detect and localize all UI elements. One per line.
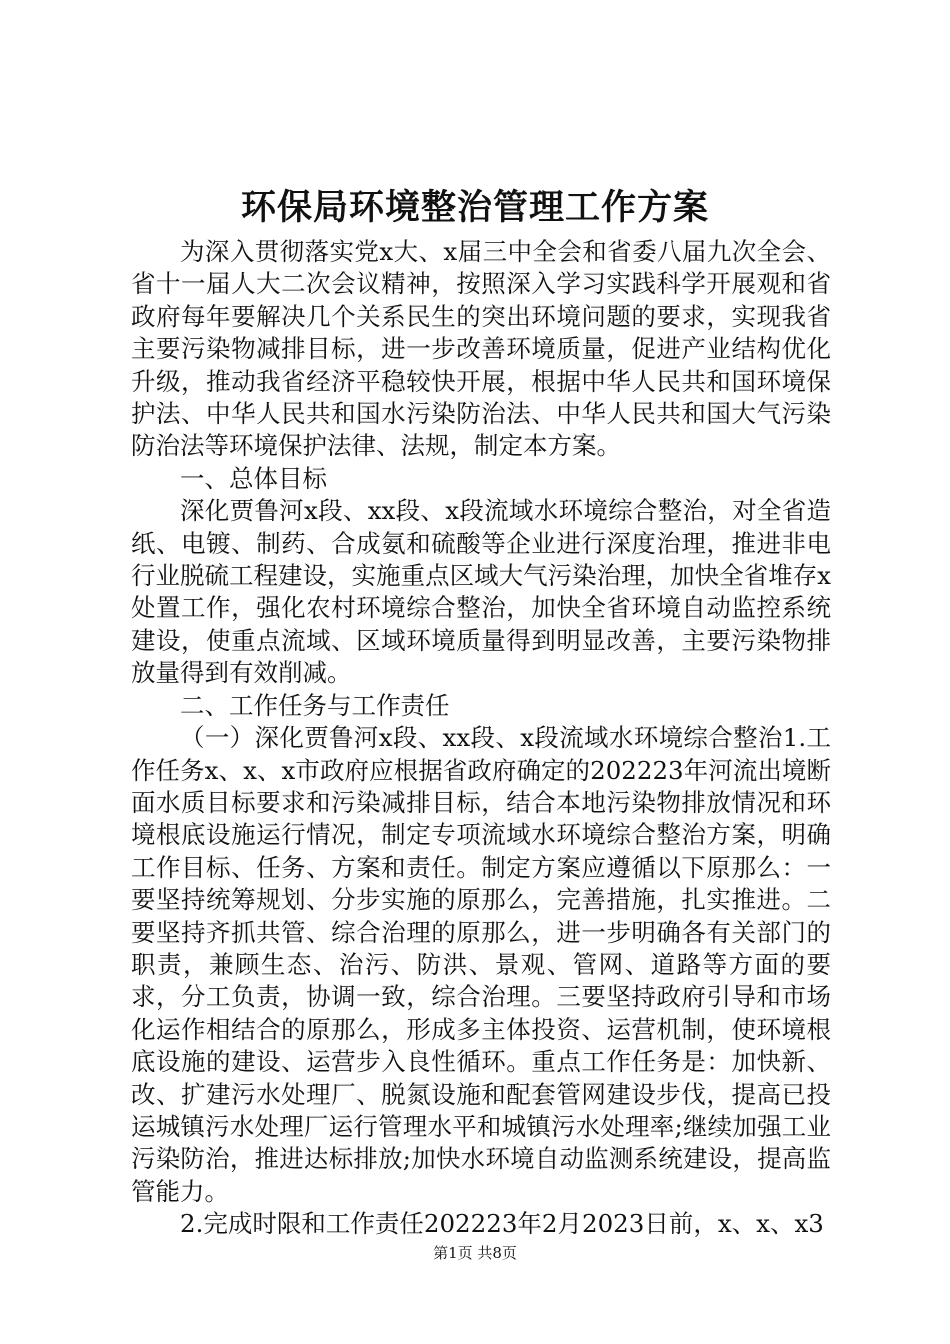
deadline-paragraph: 2.完成时限和工作责任202223年2月2023日前，x、x、x3 (180, 1209, 824, 1239)
page-number-footer: 第1页 共8页 (433, 1244, 517, 1262)
document-body (131, 236, 831, 1241)
intro-paragraph: 为深入贯彻落实党x大、x届三中全会和省委八届九次全会、省十一届人大二次会议精神，按照深入学习实践科学开展观和省政府每年要解决几个关系民生的突出环境问题的要求，实现我省主要污染物减排目标，进一步改善环境质量，促进产业结构优化升级，推动我省经济平稳较快开展，根据中华人民共和国环境保护法、中华人民共和国水污染防治法、中华人民共和国大气污染防治法等环境保护法律、法规，制定本方案。 (131, 237, 831, 461)
document-title: 环保局环境整治管理工作方案 (240, 187, 709, 228)
task-one-paragraph: （一）深化贾鲁河x段、xx段、x段流域水环境综合整治1.工作任务x、x、x市政府应根据省政府确定的202223年河流出境断面水质目标要求和污染减排目标，结合本地污染物排放情况和环境根底设施运行情况，制定专项流域水环境综合整治方案，明确工作目标、任务、方案和责任。制定方案应遵循以下原那么：一要坚持统筹规划、分步实施的原那么，完善措施，扎实推进。二要坚持齐抓共管、综合治理的原那么，进一步明确各有关部门的职责，兼顾生态、治污、防洪、景观、管网、道路等方面的要求，分工负责，协调一致，综合治理。三要坚持政府引导和市场化运作相结合的原那么，形成多主体投资、运营机制，使环境根底设施的建设、运营步入良性循环。重点工作任务是：加快新、改、扩建污水处理厂、脱氮设施和配套管网建设步伐，提高已投运城镇污水处理厂运行管理水平和城镇污水处理率;继续加强工业污染防治，推进达标排放;加快水环境自动监测系统建设，提高监管能力。 (131, 723, 831, 1206)
overall-goal-paragraph: 深化贾鲁河x段、xx段、x段流域水环境综合整治，对全省造纸、电镀、制药、合成氨和硫酸等企业进行深度治理，推进非电行业脱硫工程建设，实施重点区域大气污染治理，加快全省堆存x处置工作，强化农村环境综合整治，加快全省环境自动监控系统建设，使重点流域、区域环境质量得到明显改善，主要污染物排放量得到有效削减。 (131, 496, 831, 688)
section-heading-overall-goal: 一、总体目标 (180, 463, 327, 493)
section-heading-tasks: 二、工作任务与工作责任 (180, 690, 450, 720)
